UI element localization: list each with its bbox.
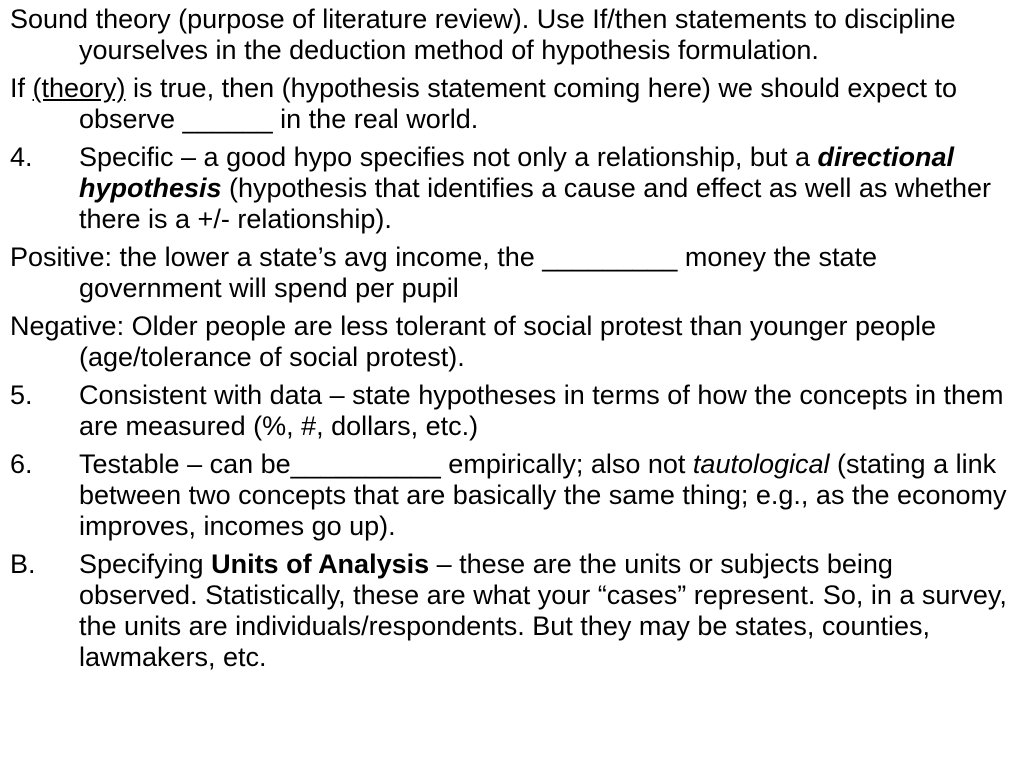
paragraph-negative bbox=[10, 311, 1018, 373]
sound-theory-text: Sound theory (purpose of literature review). Use If/then statements to discipline yourselves in the deduction method of hypothesis formulation. bbox=[10, 4, 956, 65]
paragraph-positive bbox=[10, 242, 1018, 304]
list-item-testable bbox=[10, 449, 1018, 542]
paragraph-sound-theory bbox=[10, 4, 1018, 66]
theory-underlined: (theory) bbox=[32, 73, 126, 103]
list-item-consistent bbox=[10, 380, 1018, 442]
positive-text: Positive: the lower a state’s avg income, the _________ money the state government will spend per pupil bbox=[10, 242, 878, 303]
if-then-rest: is true, then (hypothesis statement coming here) we should expect to observe ______ in the real world. bbox=[79, 73, 957, 134]
list-marker: B. bbox=[10, 549, 36, 579]
consistent-text: Consistent with data – state hypotheses in terms of how the concepts in them are measured (%, #, dollars, etc.) bbox=[79, 380, 1004, 441]
list-item-units-of-analysis bbox=[10, 549, 1018, 673]
specific-lead: Specific – a good hypo specifies not only a relationship, but a bbox=[79, 142, 818, 172]
paragraph-if-then bbox=[10, 73, 1018, 135]
units-of-analysis-term: Units of Analysis bbox=[211, 549, 430, 579]
specific-rest: (hypothesis that identifies a cause and effect as well as whether there is a +/- relationship). bbox=[79, 173, 991, 234]
slide-body bbox=[10, 4, 1018, 680]
testable-rest: (stating a link between two concepts that are basically the same thing; e.g., as the economy improves, incomes go up). bbox=[79, 449, 1007, 541]
if-then-lead: If bbox=[10, 73, 33, 103]
list-marker: 4. bbox=[10, 142, 33, 172]
units-lead: Specifying bbox=[79, 549, 212, 579]
units-rest: – these are the units or subjects being observed. Statistically, these are what your “cases” represent. So, in a survey, the units are individuals/respondents. But they may be states, counties, lawmakers, etc. bbox=[79, 549, 1007, 672]
list-item-specific bbox=[10, 142, 1018, 235]
directional-hypothesis-term: directional hypothesis bbox=[79, 142, 954, 203]
testable-lead: Testable – can be__________ empirically; also not bbox=[79, 449, 693, 479]
list-marker: 6. bbox=[10, 449, 33, 479]
list-marker: 5. bbox=[10, 380, 33, 410]
tautological-term: tautological bbox=[692, 449, 830, 479]
negative-text: Negative: Older people are less tolerant of social protest than younger people (age/tolerance of social protest). bbox=[10, 311, 937, 372]
